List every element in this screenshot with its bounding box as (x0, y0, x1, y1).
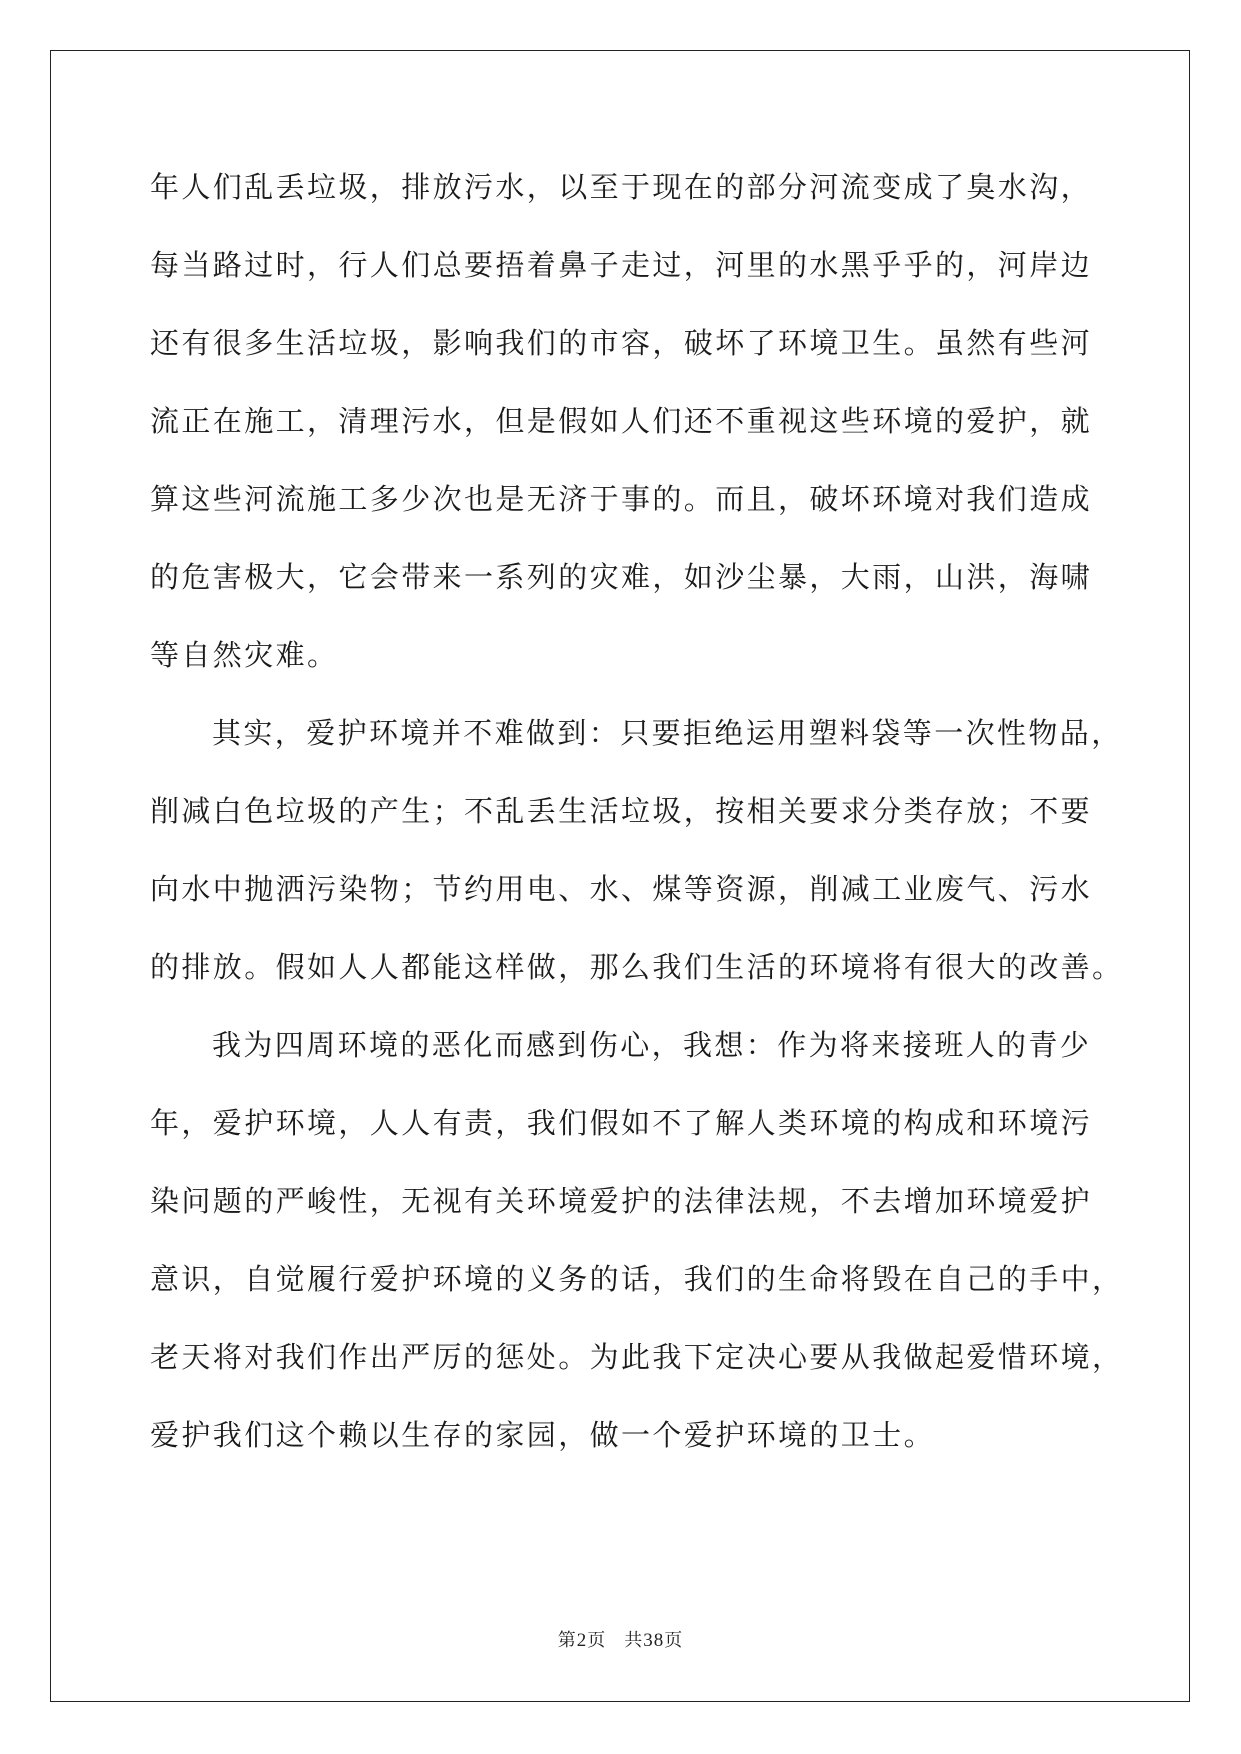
total-suffix: 页 (664, 1630, 684, 1651)
text-line: 我为四周环境的恶化而感到伤心，我想：作为将来接班人的青少 (212, 1028, 1092, 1062)
text-line: 意识，自觉履行爱护环境的义务的话，我们的生命将毁在自己的手中， (150, 1262, 1124, 1296)
text-line: 的危害极大，它会带来一系列的灾难，如沙尘暴，大雨，山洪，海啸 (150, 560, 1093, 594)
text-line: 其实，爱护环境并不难做到：只要拒绝运用塑料袋等一次性物品， (212, 716, 1123, 750)
text-line: 每当路过时，行人们总要捂着鼻子走过，河里的水黑乎乎的，河岸边 (150, 248, 1093, 282)
page-suffix: 页 (587, 1630, 607, 1651)
text-line: 老天将对我们作出严厉的惩处。为此我下定决心要从我做起爱惜环境， (150, 1340, 1124, 1374)
text-line: 年，爱护环境，人人有责，我们假如不了解人类环境的构成和环境污 (150, 1106, 1093, 1140)
text-line: 爱护我们这个赖以生存的家园，做一个爱护环境的卫士。 (150, 1418, 936, 1452)
text-line: 还有很多生活垃圾，影响我们的市容，破坏了环境卫生。虽然有些河 (150, 326, 1093, 360)
page-prefix: 第 (557, 1630, 577, 1651)
page-footer (0, 1626, 1241, 1652)
text-line: 年人们乱丢垃圾，排放污水，以至于现在的部分河流变成了臭水沟， (150, 170, 1093, 204)
total-pages: 38 (643, 1630, 665, 1651)
total-prefix: 共 (624, 1630, 644, 1651)
text-line: 削减白色垃圾的产生；不乱丢生活垃圾，按相关要求分类存放；不要 (150, 794, 1093, 828)
text-line: 流正在施工，清理污水，但是假如人们还不重视这些环境的爱护，就 (150, 404, 1093, 438)
text-line: 的排放。假如人人都能这样做，那么我们生活的环境将有很大的改善。 (150, 950, 1124, 984)
document-body (150, 148, 1124, 1474)
text-line: 等自然灾难。 (150, 638, 339, 672)
text-line: 向水中抛洒污染物；节约用电、水、煤等资源，削减工业废气、污水 (150, 872, 1093, 906)
text-line: 染问题的严峻性，无视有关环境爱护的法律法规，不去增加环境爱护 (150, 1184, 1093, 1218)
text-line: 算这些河流施工多少次也是无济于事的。而且，破坏环境对我们造成 (150, 482, 1093, 516)
page-number: 2 (576, 1630, 588, 1651)
